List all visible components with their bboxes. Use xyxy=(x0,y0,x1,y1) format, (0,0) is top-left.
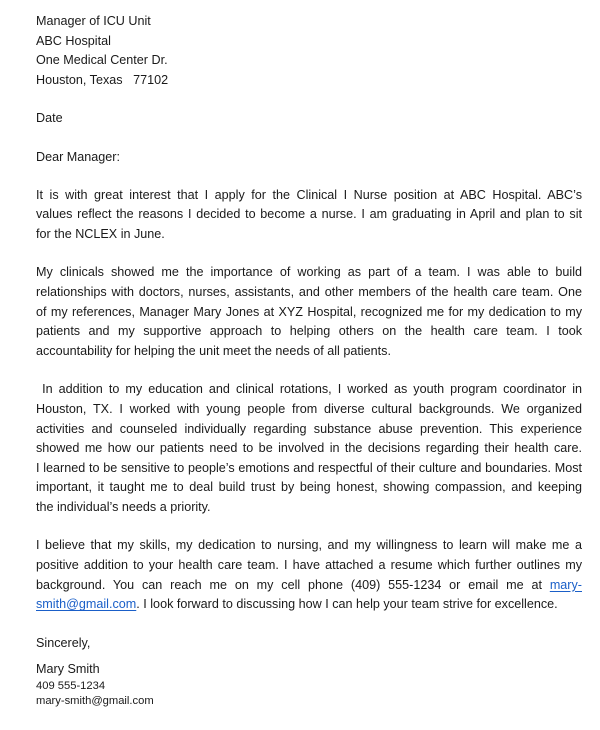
paragraph-intro xyxy=(36,186,582,245)
paragraph-line: accountability for helping the unit meet the needs of all patients. xyxy=(36,343,391,358)
contact-text: background. You can reach me on my cell phone (409) 555-1234 or email me at xyxy=(36,577,550,592)
salutation: Dear Manager: xyxy=(36,149,120,164)
paragraph-line: patients and my supportive approach to helping others on the health care team. I took xyxy=(36,324,582,339)
paragraph-line: values reflect the reasons I decided to become a nurse. I am graduating in April and plan to sit xyxy=(36,207,582,222)
email-link-part2[interactable]: smith@gmail.com xyxy=(36,597,137,612)
paragraph-line: Houston, TX. I worked with young people from diverse cultural backgrounds. We organized xyxy=(36,401,582,416)
address-line-street: One Medical Center Dr. xyxy=(36,53,168,68)
paragraph-closing-pitch xyxy=(36,536,582,614)
paragraph-line: relationships with doctors, nurses, assistants, and other members of the health care team. One xyxy=(36,284,582,299)
paragraph-line: I believe that my skills, my dedication to nursing, and my willingness to learn will make me a xyxy=(36,538,582,553)
cover-letter xyxy=(36,12,582,653)
email-link-part1[interactable]: mary- xyxy=(549,577,582,592)
recipient-address xyxy=(36,12,582,90)
paragraph-line xyxy=(36,576,582,596)
letter-date: Date xyxy=(36,111,63,126)
paragraph-clinicals xyxy=(36,263,582,361)
paragraph-line: I learned to be sensitive to people’s emotions and respectful of their culture and boundaries. Most xyxy=(36,460,582,475)
paragraph-line: important, it taught me to deal build trust by being honest, showing compassion, and keeping xyxy=(36,480,582,495)
paragraph-line: In addition to my education and clinical rotations, I worked as youth program coordinator in xyxy=(36,382,583,397)
signature-name: Mary Smith xyxy=(36,662,100,676)
paragraph-line xyxy=(36,595,582,615)
paragraph-line: showed me how our patients need to be involved in the decisions regarding their health care. xyxy=(36,441,582,456)
address-line-city: Houston, Texas 77102 xyxy=(36,72,169,87)
paragraph-line: positive addition to your health care team. I have attached a resume which further outlines my xyxy=(36,558,582,573)
paragraph-line: of my references, Manager Mary Jones at XYZ Hospital, recognized me for my dedication to my xyxy=(36,304,582,319)
paragraph-line: My clinicals showed me the importance of working as part of a team. I was able to build xyxy=(36,265,582,280)
paragraph-line: activities and counseled individually regarding substance abuse prevention. This experience xyxy=(36,421,582,436)
paragraph-experience xyxy=(36,380,582,517)
address-line-organization: ABC Hospital xyxy=(36,33,111,48)
signature-block xyxy=(36,660,154,709)
paragraph-line: the individual’s needs a priority. xyxy=(36,499,211,514)
paragraph-line: It is with great interest that I apply for the Clinical I Nurse position at ABC Hospital. ABC’s xyxy=(36,187,582,202)
signature-phone: 409 555-1234 xyxy=(36,680,106,692)
paragraph-line: for the NCLEX in June. xyxy=(36,226,165,241)
address-line-title: Manager of ICU Unit xyxy=(36,14,151,28)
closing-sentence: . I look forward to discussing how I can help your team strive for excellence. xyxy=(136,597,558,612)
signature-email: mary-smith@gmail.com xyxy=(36,695,154,707)
closing-valediction: Sincerely, xyxy=(36,635,91,650)
